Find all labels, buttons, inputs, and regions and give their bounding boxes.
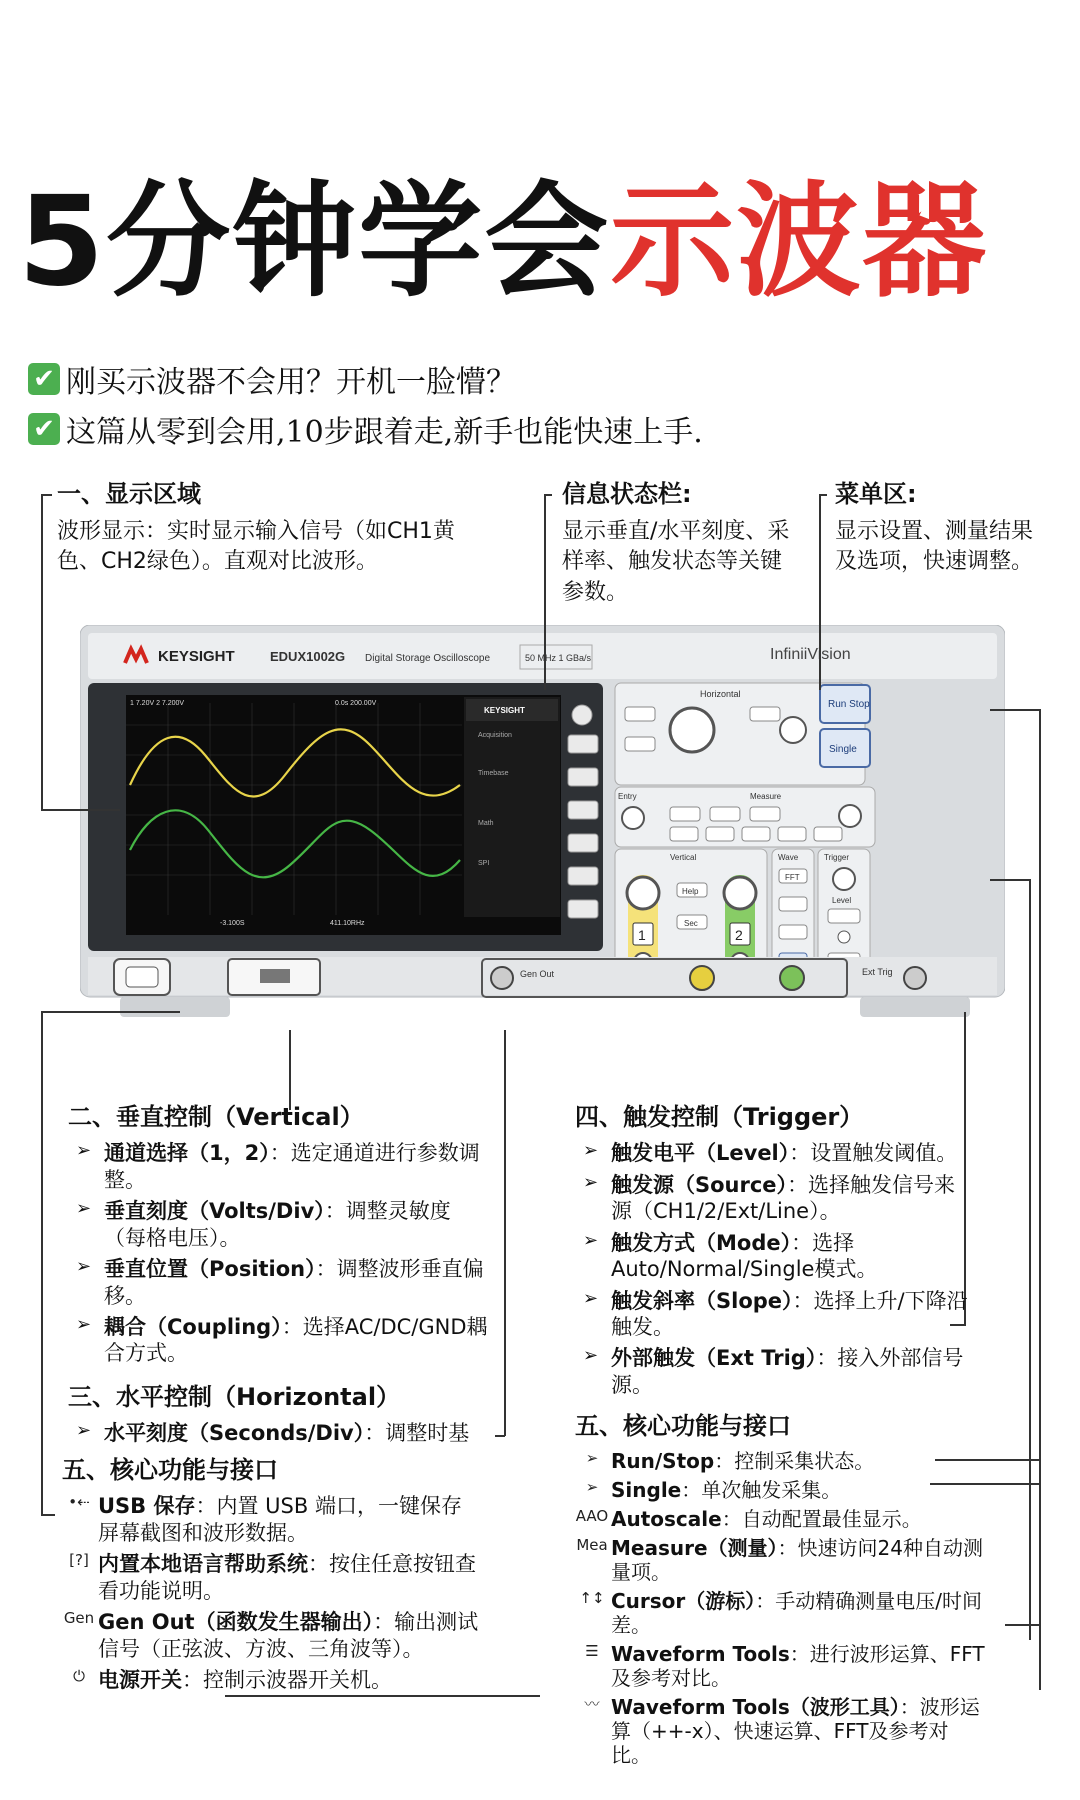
screen-side-panel	[464, 697, 560, 917]
measure-knob[interactable]	[839, 805, 861, 827]
usb-icon	[260, 969, 290, 983]
list-item: ➢ 耦合（Coupling）：选择AC/DC/GND耦合方式。	[76, 1313, 488, 1366]
list-item: ☰ Waveform Tools：进行波形运算、FFT及参考对比。	[575, 1642, 985, 1690]
list-item: 〰 Waveform Tools（波形工具）：波形运算（++-x）、快速运算、FFT及参考对比。	[575, 1695, 985, 1767]
help-icon: [?]	[69, 1551, 89, 1570]
horizontal-position-knob[interactable]	[780, 717, 806, 743]
callout-status-body: 显示垂直/水平刻度、采样率、触发状态等关键参数。	[562, 519, 790, 605]
entry-knob[interactable]	[622, 807, 644, 829]
run-stop-label: Run Stop	[828, 699, 870, 710]
callout-display	[57, 478, 477, 578]
list-item: ➢ 通道选择（1，2）：选定通道进行参数调整。	[76, 1140, 480, 1192]
ch1-scale-knob[interactable]	[627, 877, 659, 909]
vertical-label: Vertical	[670, 853, 697, 862]
list-item: ➢ 触发斜率（Slope）：选择上升/下降沿触发。	[583, 1287, 968, 1339]
trigger-level-knob[interactable]	[833, 868, 855, 890]
screen-panel-math: Math	[478, 820, 494, 827]
scope-desc: Digital Storage Oscilloscope	[365, 653, 491, 664]
list-icon: ☰	[585, 1641, 599, 1660]
page-title	[18, 170, 989, 314]
ch2-label: 2	[735, 927, 743, 943]
screen-panel-sp: SPI	[478, 860, 490, 867]
ch2-scale-knob[interactable]	[724, 877, 756, 909]
ext-trig-label: Ext Trig	[862, 967, 893, 977]
list-item: ➢ 触发方式（Mode）：选择Auto/Normal/Single模式。	[583, 1229, 878, 1282]
gen-out-connector[interactable]	[491, 967, 513, 989]
screen-panel-acq: Acquisition	[478, 732, 512, 739]
callout-display-body: 波形显示：实时显示输入信号（如CH1黄色、CH2绿色）。直观对比波形。	[57, 519, 455, 575]
cursor-button[interactable]	[750, 807, 780, 821]
screen-bottom-left: -3.100S	[220, 920, 245, 927]
list-item: Gen Gen Out（函数发生器输出）：输出测试信号（正弦波、方波、三角波等）。	[63, 1609, 479, 1661]
ch1-label: 1	[638, 927, 646, 943]
core-right-heading: 五、核心功能与接口	[575, 1412, 791, 1440]
title-part2: 示波器	[610, 170, 989, 314]
level-label: Level	[832, 896, 852, 905]
scope-series: InfiniiVision	[770, 646, 851, 663]
arrow-icon: ➢	[585, 1448, 599, 1467]
screen-bottom-mid: 411.10RHz	[330, 920, 365, 927]
screen-top-mid: 0.0s 200.00V	[335, 700, 377, 707]
power-icon: ⏻	[73, 1666, 85, 1685]
callout-status-heading: 信息状态栏:	[562, 480, 692, 508]
core-left-heading: 五、核心功能与接口	[62, 1456, 278, 1484]
cursor-icon: ↑↕	[579, 1588, 605, 1607]
list-item: •⇠ USB 保存：内置 USB 端口，一键保存屏幕截图和波形数据。	[62, 1493, 482, 1546]
trigger-label: Trigger	[824, 853, 850, 862]
autoscale-button[interactable]	[670, 807, 700, 821]
oscilloscope-illustration	[80, 625, 1005, 1045]
ch1-connector[interactable]	[690, 966, 714, 990]
scope-brand: KEYSIGHT	[158, 648, 235, 665]
sec-label: Sec	[684, 919, 698, 928]
fft-label: FFT	[785, 873, 800, 882]
horizontal-knob[interactable]	[670, 708, 714, 752]
gen-out-label: Gen Out	[520, 969, 555, 979]
list-item: ⏻ 电源开关：控制示波器开关机。	[62, 1667, 482, 1693]
scope-model: EDUX1002G	[270, 649, 346, 664]
list-item: ➢ 水平刻度（Seconds/Div）：调整时基	[76, 1420, 470, 1446]
subtitle-line-1	[28, 357, 516, 401]
trigger-section	[575, 1102, 975, 1403]
help-label: Help	[682, 887, 699, 896]
callout-menu	[835, 478, 1035, 578]
list-item: ➢ 垂直刻度（Volts/Div）：调整灵敏度（每格电压）。	[76, 1198, 451, 1250]
callout-display-heading: 一、显示区域	[57, 480, 201, 508]
list-item: [?] 内置本地语言帮助系统：按住任意按钮查看功能说明。	[62, 1551, 482, 1604]
scope-spec: 50 MHz 1 GBa/s	[525, 653, 592, 663]
screen-panel-trig: Timebase	[478, 770, 509, 777]
list-item: Mea Measure（测量）：快速访问24种自动测量项。	[576, 1535, 983, 1584]
subtitle-text-1: 刚买示波器不会用？开机一脸懵？	[66, 365, 516, 400]
subtitle-text-2: 这篇从零到会用,10步跟着走,新手也能快速上手.	[66, 415, 703, 450]
screen-top-left: 1 7.20V 2 7.200V	[130, 700, 185, 707]
measure-icon: Mea	[576, 1535, 608, 1554]
vertical-heading: 二、垂直控制（Vertical）	[68, 1103, 364, 1131]
horizontal-section	[68, 1382, 508, 1452]
gen-icon: Gen	[63, 1609, 95, 1628]
list-item: AAO Autoscale：自动配置最佳显示。	[575, 1506, 922, 1531]
core-right-section	[575, 1412, 985, 1772]
entry-label: Entry	[618, 792, 637, 801]
single-label: Single	[829, 744, 857, 755]
list-item: ➢ Single：单次触发采集。	[575, 1478, 985, 1502]
horizontal-label: Horizontal	[700, 689, 741, 699]
list-item: ➢ 触发源（Source）：选择触发信号来源（CH1/2/Ext/Line）。	[583, 1171, 956, 1224]
usb-icon: •⇠	[68, 1493, 90, 1512]
core-left-section	[62, 1455, 482, 1698]
ext-trig-connector[interactable]	[904, 967, 926, 989]
list-item: ↑↕ Cursor（游标）：手动精确测量电压/时间差。	[575, 1589, 985, 1637]
check-icon: ✔	[28, 363, 60, 395]
measure-label: Measure	[750, 792, 782, 801]
ch2-connector[interactable]	[780, 966, 804, 990]
autoscale-icon: AAO	[575, 1506, 609, 1525]
callout-status	[562, 478, 802, 608]
horizontal-heading: 三、水平控制（Horizontal）	[68, 1383, 401, 1411]
vertical-section	[68, 1102, 488, 1372]
wave-label: Wave	[778, 853, 799, 862]
title-part1: 5分钟学会	[18, 170, 611, 314]
meas-button[interactable]	[710, 807, 740, 821]
list-item: ➢ 外部触发（Ext Trig）：接入外部信号源。	[583, 1345, 964, 1397]
arrow-icon: ➢	[585, 1477, 599, 1496]
list-item: ➢ 垂直位置（Position）：调整波形垂直偏移。	[76, 1256, 484, 1308]
callout-menu-heading: 菜单区:	[835, 480, 917, 508]
screen-logo: KEYSIGHT	[484, 706, 525, 715]
list-item: ➢ Run/Stop：控制采集状态。	[575, 1449, 985, 1473]
list-item: ➢ 触发电平（Level）：设置触发阈值。	[583, 1140, 958, 1166]
check-icon: ✔	[28, 413, 60, 445]
waveform-icon: 〰	[584, 1694, 600, 1713]
callout-menu-body: 显示设置、测量结果及选项，快速调整。	[835, 519, 1034, 575]
trigger-heading: 四、触发控制（Trigger）	[575, 1103, 864, 1131]
subtitle-line-2	[28, 407, 703, 451]
